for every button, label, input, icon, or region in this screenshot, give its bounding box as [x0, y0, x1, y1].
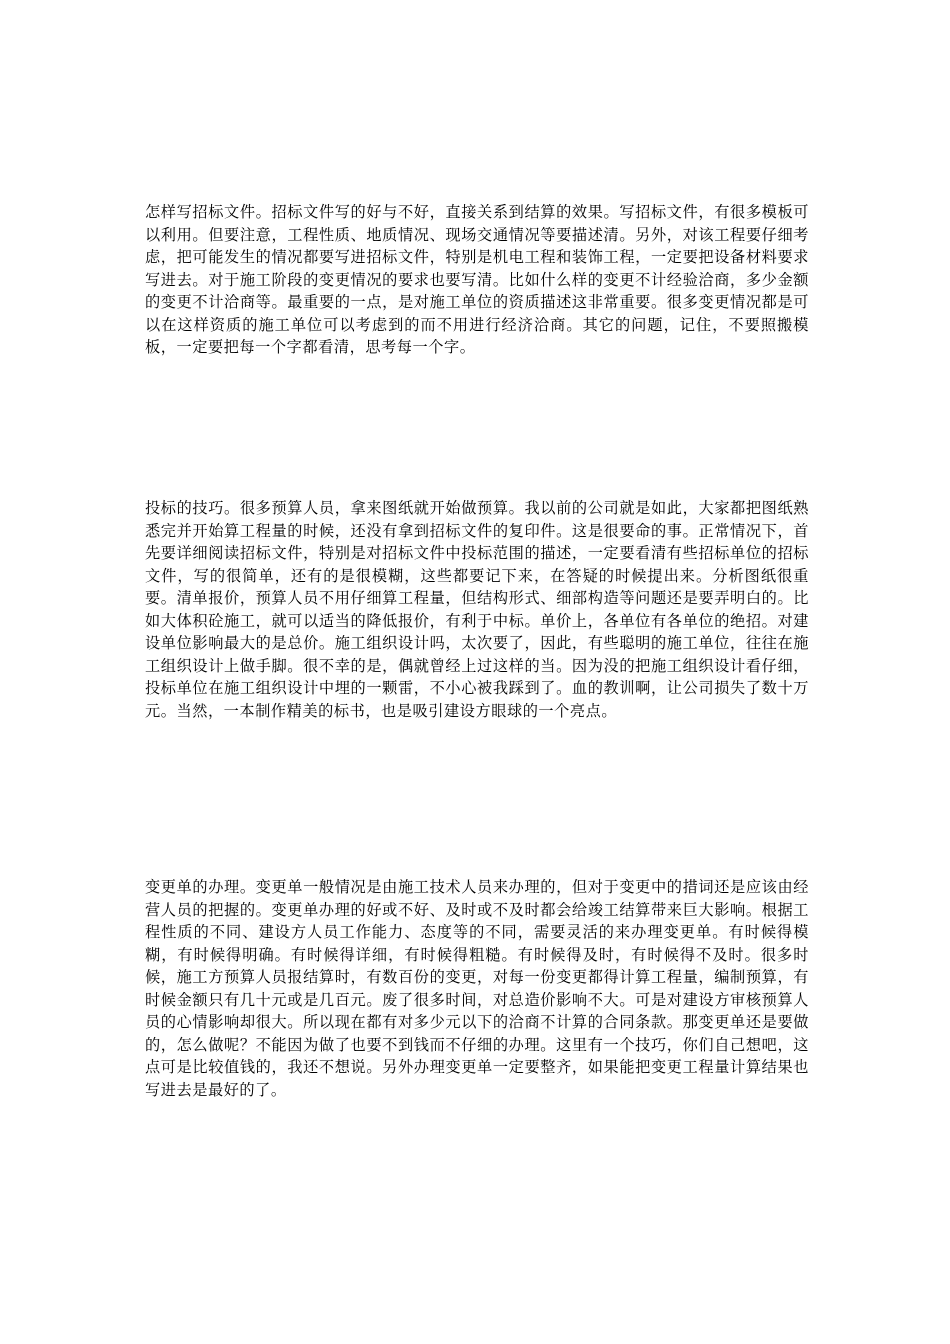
paragraph-change-order-handling: 变更单的办理。变更单一般情况是由施工技术人员来办理的，但对于变更中的措词还是应该由经营人员的把握的。变更单办理的好或不好、及时或不及时都会给竣工结算带来巨大影响。根据工程性质的不同、建设方人员工作能力、态度等的不同，需要灵活的来办理变更单。有时候得模糊，有时候得明确。有时候得详细，有时候得粗糙。有时候得及时，有时候得不及时。很多时候，施工方预算人员报结算时，有数百份的变更，对每一份变更都得计算工程量，编制预算，有时候金额只有几十元或是几百元。废了很多时间，对总造价影响不大。可是对建设方审核预算人员的心情影响却很大。所以现在都有对多少元以下的洽商不计算的合同条款。那变更单还是要做的，怎么做呢？不能因为做了也要不到钱而不仔细的办理。这里有一个技巧，你们自己想吧，这点可是比较值钱的，我还不想说。另外办理变更单一定要整齐，如果能把变更工程量计算结果也写进去是最好的了。 [145, 878, 809, 1099]
paragraph-bid-document-writing: 怎样写招标文件。招标文件写的好与不好，直接关系到结算的效果。写招标文件，有很多模板可以利用。但要注意，工程性质、地质情况、现场交通情况等要描述清。另外，对该工程要仔细考虑，把可能发生的情况都要写进招标文件，特别是机电工程和装饰工程，一定要把设备材料要求写进去。对于施工阶段的变更情况的要求也要写清。比如什么样的变更不计经验洽商，多少金额的变更不计洽商等。最重要的一点，是对施工单位的资质描述这非常重要。很多变更情况都是可以在这样资质的施工单位可以考虑到的而不用进行经济洽商。其它的问题，记住，不要照搬模板，一定要把每一个字都看清，思考每一个字。 [145, 203, 809, 356]
paragraph-bidding-skills: 投标的技巧。很多预算人员，拿来图纸就开始做预算。我以前的公司就是如此，大家都把图纸熟悉完并开始算工程量的时候，还没有拿到招标文件的复印件。这是很要命的事。正常情况下，首先要详细阅读招标文件，特别是对招标文件中投标范围的描述，一定要看清有些招标单位的招标文件，写的很简单，还有的是很模糊，这些都要记下来，在答疑的时候提出来。分析图纸很重要。清单报价，预算人员不用仔细算工程量，但结构形式、细部构造等问题还是要弄明白的。比如大体积砼施工，就可以适当的降低报价，有利于中标。单价上，各单位有各单位的绝招。对建设单位影响最大的是总价。施工组织设计吗，太次要了，因此，有些聪明的施工单位，往往在施工组织设计上做手脚。很不幸的是，偶就曾经上过这样的当。因为没的把施工组织设计看仔细，投标单位在施工组织设计中埋的一颗雷，不小心被我踩到了。血的教训啊，让公司损失了数十万元。当然，一本制作精美的标书，也是吸引建设方眼球的一个亮点。 [145, 499, 809, 720]
